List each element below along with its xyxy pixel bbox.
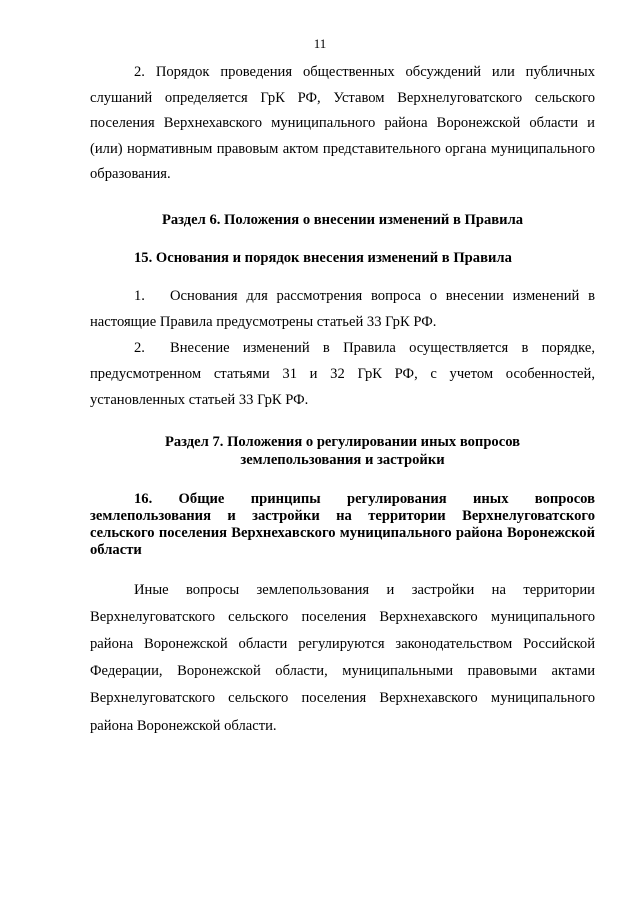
list-item [90, 283, 595, 335]
list-item-text: Внесение изменений в Правила осуществляется в порядке, предусмотренном статьями 31 и 32 ГрК РФ, с учетом особенностей, установленных статьей 33 ГрК РФ. [90, 339, 595, 408]
section-6-heading: Раздел 6. Положения о внесении изменений в Правила [161, 211, 524, 228]
list-item-number: 1. [134, 287, 145, 304]
page-number: 11 [313, 36, 327, 51]
section-7-heading-line-2: землепользования и застройки [240, 451, 445, 468]
article-15-heading: 15. Основания и порядок внесения изменений в Правила [134, 249, 512, 266]
list-item-text: Основания для рассмотрения вопроса о внесении изменений в настоящие Правила предусмотрены статьей 33 ГрК РФ. [90, 287, 595, 330]
paragraph-other-land-use-issues: Иные вопросы землепользования и застройки на территории Верхнелуговатского сельского поселения Верхнехавского муниципального района Воронежской области регулируются законодательством Российской Федерации, Воронежской области, муниципальными правовыми актами Верхнелуговатского сельского поселения Верхнехавского муниципального района Воронежской области. [90, 581, 595, 734]
document-content [90, 60, 595, 740]
section-7-heading-line-1: Раздел 7. Положения о регулировании иных вопросов [164, 433, 521, 450]
list-item-number: 2. [134, 339, 145, 356]
article-16-heading: 16. Общие принципы регулирования иных вопросов землепользования и застройки на территории Верхнелуговатского сельского поселения Верхнехавского муниципального района Воронежской области [90, 490, 595, 558]
paragraph-public-hearings: 2. Порядок проведения общественных обсуждений или публичных слушаний определяется ГрК РФ, Уставом Верхнелуговатского сельского поселения Верхнехавского муниципального района Воронежской области и (или) нормативным правовым актом представительного органа муниципального образования. [90, 64, 595, 182]
list-item [90, 335, 595, 413]
